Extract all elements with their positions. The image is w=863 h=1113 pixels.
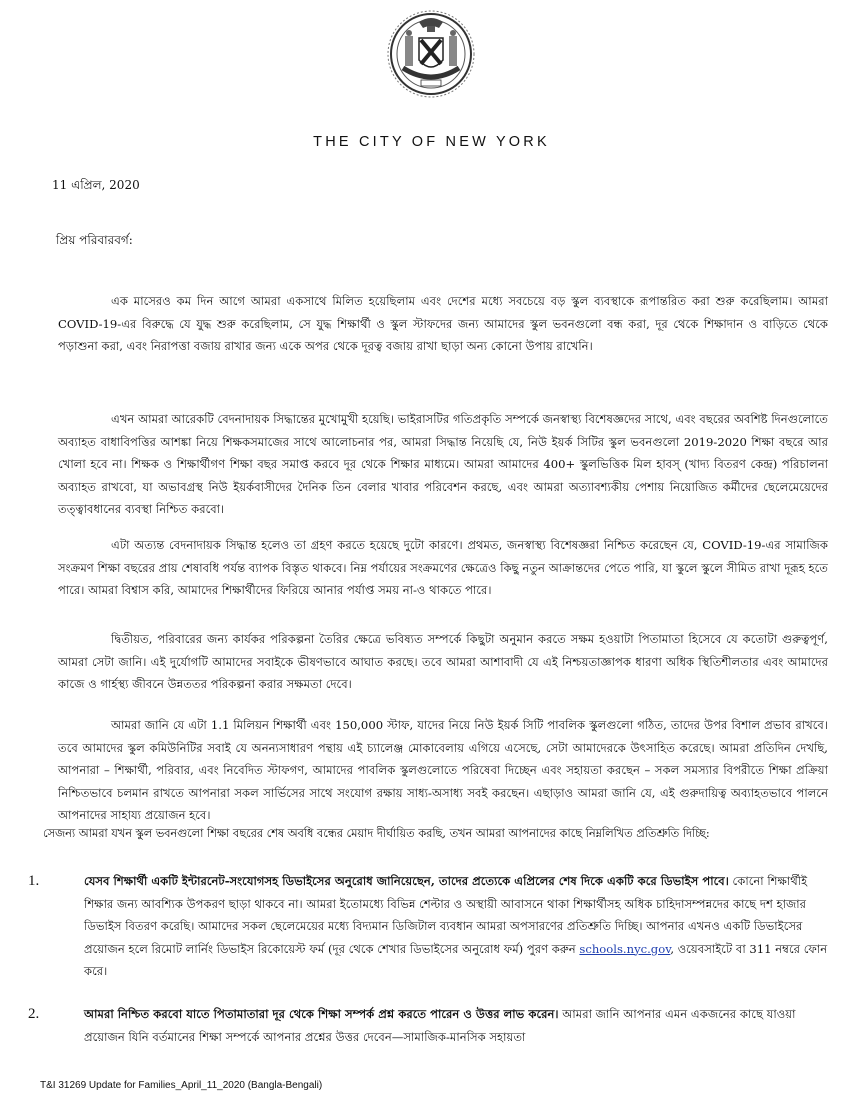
list-number: 2. (28, 1006, 40, 1022)
commitment-text-end: , ওয়েবসাইটে বা 311 নম্বরে ফোন করে। (84, 941, 828, 978)
document-footer: T&I 31269 Update for Families_April_11_2020 (Bangla-Bengali) (40, 1080, 323, 1091)
paragraph-4: দ্বিতীয়ত, পরিবারের জন্য কার্যকর পরিকল্পনা তৈরির ক্ষেত্রে ভবিষ্যত সম্পর্কে কিছুটা অনুমান করতে সক্ষম হওয়াটা পিতামাতা হিসেবে যে কতোটা গুরুত্বপূর্ণ, আমরা সেটা জানি। এই দুর্যোগটি আমাদের সবাইকে ভীষণভাবে আঘাত করছে। তবে আমরা আশাবাদী যে এই নিশ্চয়তাজ্ঞাপক ধারণা অধিক স্থিতিশীলতার এবং আমাদের কাজে ও গার্হস্থ্য জীবনে উন্নততর পরিকল্পনা করার সক্ষমতা দেবে। (58, 632, 828, 691)
list-intro: সেজন্য আমরা যখন স্কুল ভবনগুলো শিক্ষা বছরের শেষ অবধি বন্ধের মেয়াদ দীর্ঘায়িত করছি, তখন আমরা আপনাদের কাছে নিম্নলিখিত প্রতিশ্রুতি দিচ্ছি: (43, 827, 710, 840)
city-title: THE CITY OF NEW YORK (313, 134, 550, 150)
list-number: 1. (28, 873, 40, 889)
commitment-heading: যেসব শিক্ষার্থী একটি ইন্টারনেট-সংযোগসহ ডিভাইসের অনুরোধ জানিয়েছেন, তাদের প্রত্যেকে এপ্রিলের শেষ দিকে একটি করে ডিভাইস পাবে। (84, 874, 729, 888)
commitment-item-2 (28, 1003, 829, 1048)
paragraph-1: এক মাসেরও কম দিন আগে আমরা একসাথে মিলিত হয়েছিলাম এবং দেশের মধ্যে সবচেয়ে বড় স্কুল ব্যবস্থাকে রূপান্তরিত করা শুরু করেছিলাম। আমরা COVID-19-এর বিরুদ্ধে যে যুদ্ধ শুরু করেছিলাম, সে যুদ্ধ শিক্ষার্থী ও স্কুল স্টাফদের জন্য আমাদের স্কুল ভবনগুলো বন্ধ করা, দূর থেকে শিক্ষাদান ও বাড়িতে থেকে পড়াশুনা করা, এবং নিরাপত্তা বজায় রাখার জন্য একে অপর থেকে দূরত্ব বজায় রাখা ছাড়া অন্য কোনো উপায় রাখেনি। (58, 294, 829, 353)
schools-nyc-link[interactable]: schools.nyc.gov (579, 941, 671, 956)
salutation: প্রিয় পরিবারবর্গ: (56, 233, 133, 247)
commitment-text: কোনো শিক্ষার্থীই শিক্ষার জন্য আবশ্যিক উপকরণ ছাড়া থাকবে না। আমরা ইতোমধ্যে বিভিন্ন শেল্টার ও অস্থায়ী আবাসনে থাকা শিক্ষার্থীসহ অধিক চাহিদাসম্পন্নদের কাছে দশ হাজার ডিভাইস বিতরণ করেছি। আমাদের সকল ছেলেমেয়ের মধ্যে বিদ্যমান ডিজিটাল ব্যবধান আমরা অপসারণের প্রতিশ্রুতি দিচ্ছি। আপনার এখনও একটি ডিভাইসের প্রয়োজন হলে রিমোট লার্নিং ডিভাইস রিকোয়েস্ট ফর্ম (দূর থেকে শেখার ডিভাইসের অনুরোধ ফর্ম) পুরণ করুন (84, 874, 808, 956)
commitment-heading: আমরা নিশ্চিত করবো যাতে পিতামাতারা দূর থেকে শিক্ষা সম্পর্ক প্রশ্ন করতে পারেন ও উত্তর লাভ করেন। (84, 1007, 559, 1021)
letter-date: 11 এপ্রিল, 2020 (52, 178, 140, 192)
commitment-text: আমরা জানি আপনার এমন একজনের কাছে যাওয়া প্রয়োজন যিনি বর্তমানের শিক্ষা সম্পর্কে আপনার প্রশ্নের উত্তর দেবেন—সামাজিক-মানসিক সহায়তা (84, 1007, 796, 1044)
commitment-item-1 (28, 870, 829, 983)
paragraph-2: এখন আমরা আরেকটি বেদনাদায়ক সিদ্ধান্তের মুখোমুখী হয়েছি। ভাইরাসটির গতিপ্রকৃতি সম্পর্কে জনস্বাস্থ্য বিশেষজ্ঞদের সাথে, এবং বছরের অবশিষ্ট দিনগুলোতে অব্যাহত বাধাবিপত্তির আশঙ্কা নিয়ে শিক্ষকসমাজের সাথে আলোচনার পর, আমরা সিদ্ধান্ত নিয়েছি যে, নিউ ইয়র্ক সিটির স্কুল ভবনগুলো 2019-2020 শিক্ষা বছরে আর খোলা হবে না। শিক্ষক ও শিক্ষার্থীগণ শিক্ষা বছর সমাপ্ত করবে দূর থেকে শিক্ষার মাধ্যমে। আমরা আমাদের 400+ স্কুলভিত্তিক মিল হাবস্ (খাদ্য বিতরণ কেন্দ্র) পরিচালনা অব্যাহত রাখবো, যা অভাবগ্রস্থ নিউ ইয়র্কবাসীদের দৈনিক তিন বেলার খাবার পরিবেশন করছে, এবং আমরা অত্যাবশ্যকীয় পেশায় নিয়োজিত কর্মীদের ছেলেমেয়েদের তত্ত্বাবধানের ব্যবস্থা নিশ্চিত করবো। (58, 412, 828, 516)
city-seal (383, 4, 479, 100)
paragraph-5: আমরা জানি যে এটা 1.1 মিলিয়ন শিক্ষার্থী এবং 150,000 স্টাফ, যাদের নিয়ে নিউ ইয়র্ক সিটি পাবলিক স্কুলগুলো গঠিত, তাদের উপর বিশাল প্রভাব রাখবে। তবে আমাদের স্কুল কমিউনিটির সবাই যে অনন্যসাধারণ পন্থায় এই চ্যালেঞ্জ মোকাবেলায় এগিয়ে এসেছে, সেটা আমাদেরকে উৎসাহিত করেছে। আমরা প্রতিদিন দেখছি, আপনারা – শিক্ষার্থী, পরিবার, এবং নিবেদিত স্টাফগণ, আমাদের পাবলিক স্কুলগুলোতে পরিষেবা দিচ্ছেন এবং সহায়তা করছেন – সকল সমস্যার বিপরীতে শিক্ষা প্রক্রিয়া নিশ্চিতভাবে চলমান রাখতে আপনারা সকল সার্ভিসের সাথে সংযোগ রক্ষায় সাধ্য-অসাধ্য সবই করছেন। এছাড়াও আমরা জানি যে, এই গুরুদায়িত্ব অব্যাহতভাবে পালনে আপনাদের সাহায্য প্রয়োজন হবে। (58, 718, 828, 822)
city-seal-icon (383, 4, 479, 100)
paragraph-3: এটা অত্যন্ত বেদনাদায়ক সিদ্ধান্ত হলেও তা গ্রহণ করতে হয়েছে দুটো কারণে। প্রথমত, জনস্বাস্থ্য বিশেষজ্ঞরা নিশ্চিত করেছেন যে, COVID-19-এর সামাজিক সংক্রমণ শিক্ষা বছরের প্রায় শেষাবধি পর্যন্ত ব্যাপক বিস্তৃত থাকবে। নিম্ন পর্যায়ের সংক্রমণের ক্ষেত্রেও কিছু নতুন আক্রান্তদের পেতে পারি, যা স্কুলে স্কুলে সীমিত রাখা দূরূহ হতে পারে। আমরা বিশ্বাস করি, আমাদের শিক্ষার্থীদের ফিরিয়ে আনার পর্যাপ্ত সময় না-ও থাকতে পারে। (58, 538, 829, 597)
